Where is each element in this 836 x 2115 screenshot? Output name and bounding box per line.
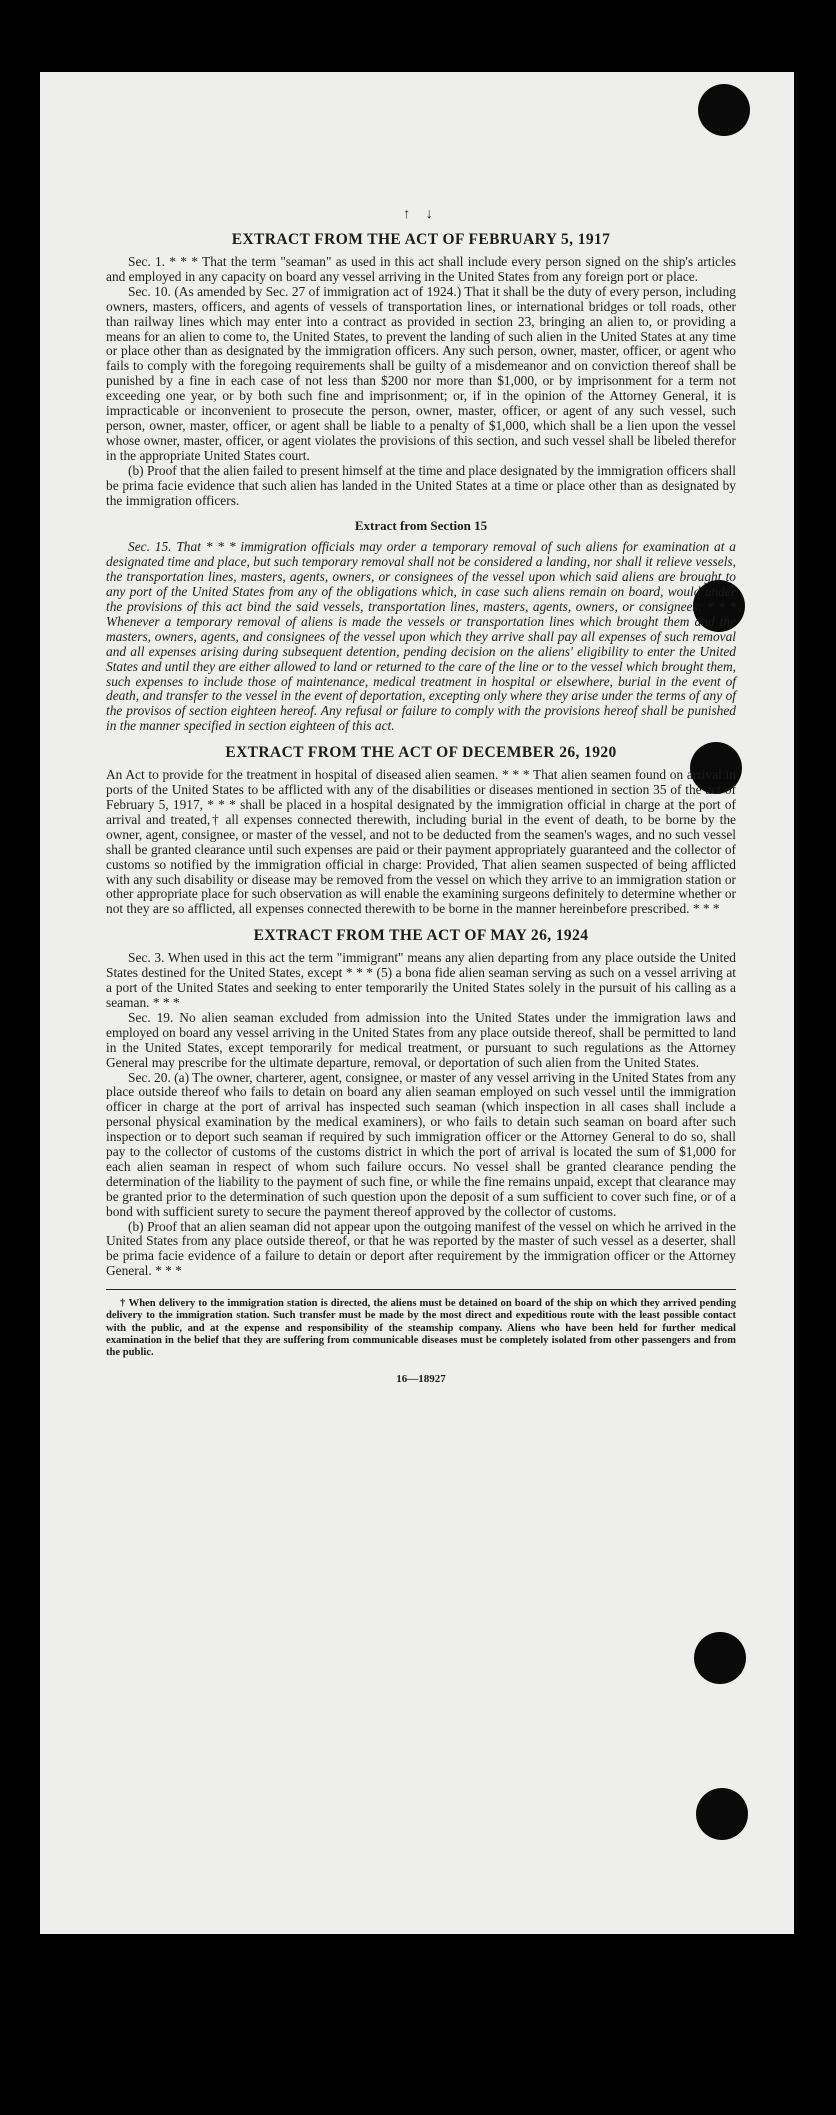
section-heading: EXTRACT FROM THE ACT OF MAY 26, 1924: [253, 927, 589, 945]
document-content: [106, 207, 736, 1385]
section-extract-15: [106, 518, 736, 734]
paragraph: Sec. 15. That * * * immigration officials may order a temporary removal of such aliens for examination at a designated time and place, but such temporary removal shall not be considered a landing, nor shall it relieve vessels, the transportation lines, masters, agents, owners, or consignees of the vessel upon which said aliens are brought to any port of the United States from any of the obligations which, in case such aliens remain on board, would under the provisions of this act bind the said vessels, transportation lines, masters, agents, owners, or consignees: * * * Whenever a temporary removal of aliens is made the vessels or transportation lines which brought them and the masters, owners, agents, and consignees of the vessel upon which they arrive shall pay all expenses of such removal and all expenses arising during subsequent detention, pending decision on the aliens' eligibility to enter the United States and until they are either allowed to land or returned to the care of the line or to the vessel which brought them, such expenses to include those of maintenance, medical treatment in hospital or elsewhere, burial in the event of death, and transfer to the vessel in the event of deportation, excepting only where they arise under the terms of any of the provisos of section eighteen hereof. Any refusal or failure to comply with the provisions hereof shall be punished in the manner specified in section eighteen of this act.: [106, 539, 736, 734]
paragraph: (b) Proof that the alien failed to present himself at the time and place designated by the immigration officers shall be prima facie evidence that such alien has landed in the United States at a time or place other than as designated by the immigration officers.: [106, 462, 736, 508]
document-page: [40, 72, 794, 1934]
paragraph: Sec. 10. (As amended by Sec. 27 of immigration act of 1924.) That it shall be the duty of every person, including owners, masters, officers, and agents of vessels of transportation lines, or international bridges or toll roads, other than railway lines which may enter into a contract as provided in section 23, bringing an alien to, or providing a means for an alien to come to, the United States, to prevent the landing of such alien in the United States at any time or place other than as designated by the immigration officers. Any such person, owner, master, officer, or agent who fails to comply with the foregoing requirements shall be guilty of a misdemeanor and on conviction thereof shall be punished by a fine in each case of not less than $200 nor more than $1,000, or by imprisonment for a term not exceeding one year, or by both such fine and imprisonment; or, if in the opinion of the Attorney General, it is impracticable or inconvenient to prosecute the person, owner, master, officer, or agent of any such vessel, such person, owner, master, officer, or agent shall be liable to a penalty of $1,000, which shall be a lien upon the vessel whose owner, master, officer, or agent violates the provisions of this section, and such vessel shall be libeled therefor in the appropriate United States court.: [106, 283, 736, 463]
paragraph: Sec. 3. When used in this act the term "immigrant" means any alien departing from any place outside the United States destined for the United States, except * * * (5) a bona fide alien seaman serving as such on a vessel arriving at a port of the United States and seeking to enter temporarily the United States solely in the pursuit of his calling as a seaman. * * *: [106, 950, 736, 1010]
section-heading: EXTRACT FROM THE ACT OF FEBRUARY 5, 1917: [231, 231, 611, 248]
section-act-1917: [106, 231, 736, 508]
footnote: † When delivery to the immigration station is directed, the aliens must be detained on board of the ship on which they arrived pending delivery to the immigration station. Such transfer must be made by the most direct and expeditious route with the least possible contact with the public, and at the expense and responsibility of the steamship company. Aliens who have been held for further medical examination in the belief that they are suffering from communicable diseases must be completely isolated from other passengers and from the public.: [106, 1298, 736, 1358]
punch-hole: [696, 1788, 748, 1840]
punch-hole: [694, 1632, 746, 1684]
section-heading: Extract from Section 15: [354, 518, 488, 534]
form-number: 16—18927: [396, 1373, 446, 1386]
section-heading: EXTRACT FROM THE ACT OF DECEMBER 26, 1920: [225, 744, 617, 762]
paragraph: (b) Proof that an alien seaman did not appear upon the outgoing manifest of the vessel on which he arrived in the United States from any place outside thereof, or that he was reported by the master of such vessel as a deserter, shall be prima facie evidence of a failure to detain or deport after requirement by the immigration officer or the Attorney General. * * *: [106, 1218, 736, 1279]
paragraph: Sec. 20. (a) The owner, charterer, agent, consignee, or master of any vessel arriving in the United States from any place outside thereof who fails to detain on board any alien seaman employed on such vessel until the immigration officer in charge at the port of arrival has inspected such seaman (which inspection in all cases shall include a personal physical examination by the medical examiners), or who fails to detain such seaman on board after such inspection or to deport such seaman if required by such immigration officer or the Attorney General to do so, shall pay to the collector of customs of the customs district in which the port of arrival is located the sum of $1,000 for each alien seaman in respect of whom such failure occurs. No vessel shall be granted clearance pending the determination of the liability to the payment of such fine, or while the fine remains unpaid, except that clearance may be granted prior to the determination of such question upon the deposit of a sum sufficient to cover such fine, or of a bond with sufficient surety to secure the payment thereof approved by the collector of customs.: [106, 1069, 736, 1219]
paragraph: Sec. 19. No alien seaman excluded from admission into the United States under the immigration laws and employed on board any vessel arriving in the United States from any place outside thereof, shall be permitted to land in the United States, except temporarily for medical treatment, or pursuant to such regulations as the Attorney General may prescribe for the ultimate departure, removal, or deportation of such alien from the United States.: [106, 1009, 736, 1070]
section-act-1920: [106, 744, 736, 917]
top-mark: ↑ ↓: [403, 207, 439, 222]
section-act-1924: [106, 927, 736, 1279]
footnote-divider: [106, 1289, 736, 1290]
paragraph: An Act to provide for the treatment in hospital of diseased alien seamen. * * * That alien seamen found on arrival in ports of the United States to be afflicted with any of the disabilities or diseases mentioned in section 35 of the act of February 5, 1917, * * * shall be placed in a hospital designated by the immigration official in charge at the port of arrival and treated,† all expenses connected therewith, including burial in the event of death, to be borne by the owner, agent, consignee, or master of the vessel, and not to be deducted from the seamen's wages, and no such vessel shall be granted clearance until such expenses are paid or their payment appropriately guaranteed and the collector of customs so notified by the immigration official in charge: Provided, That alien seamen suspected of being afflicted with any such disability or disease may be removed from the vessel on which they arrive to an immigration station or other appropriate place for such observation as will enable the examining surgeons definitely to determine whether or not they are so afflicted, all expenses connected therewith to be borne in the manner hereinbefore prescribed. * * *: [106, 767, 736, 917]
punch-hole: [698, 84, 750, 136]
paragraph: Sec. 1. * * * That the term "seaman" as used in this act shall include every person signed on the ship's articles and employed in any capacity on board any vessel arriving in the United States from any foreign port or place.: [106, 254, 736, 284]
